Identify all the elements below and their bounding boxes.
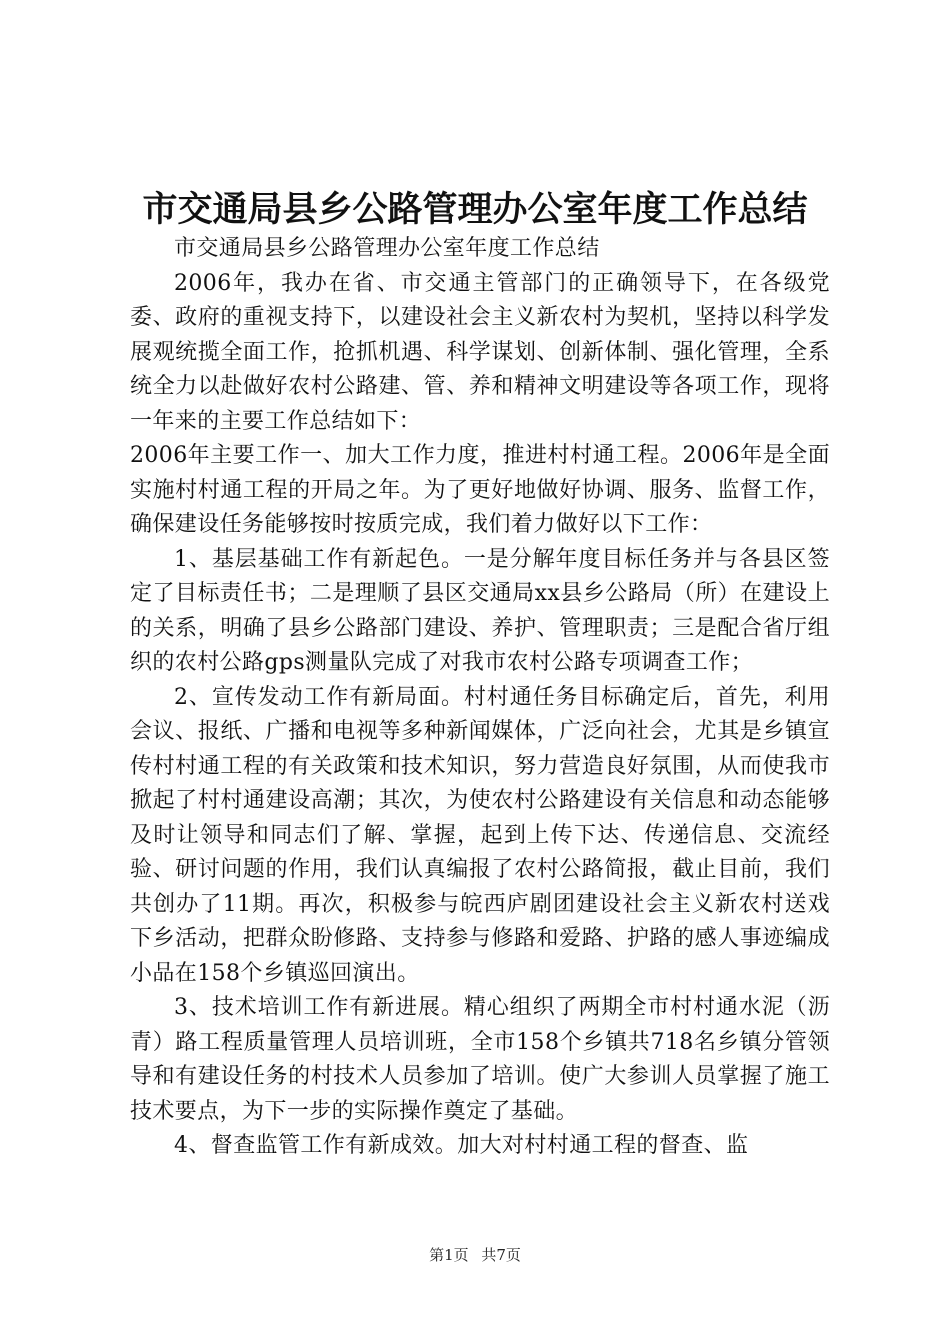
document-body bbox=[130, 232, 830, 1164]
paragraph-section-one: 2006年主要工作一、加大工作力度，推进村村通工程。2006年是全面实施村村通工程的开局之年。为了更好地做好协调、服务、监督工作，确保建设任务能够按时按质完成，我们着力做好以下工作： bbox=[130, 443, 830, 537]
paragraph-item-4: 4、督查监管工作有新成效。加大对村村通工程的督查、监 bbox=[174, 1133, 749, 1158]
paragraph-item-3: 3、技术培训工作有新进展。精心组织了两期全市村村通水泥（沥青）路工程质量管理人员培训班，全市158个乡镇共718名乡镇分管领导和有建设任务的村技术人员参加了培训。使广大参训人员掌握了施工技术要点，为下一步的实际操作奠定了基础。 bbox=[130, 995, 830, 1124]
paragraph-item-2: 2、宣传发动工作有新局面。村村通任务目标确定后，首先，利用会议、报纸、广播和电视等多种新闻媒体，广泛向社会，尤其是乡镇宣传村村通工程的有关政策和技术知识，努力营造良好氛围，从而使我市掀起了村村通建设高潮；其次，为使农村公路建设有关信息和动态能够及时让领导和同志们了解、掌握，起到上传下达、传递信息、交流经验、研讨问题的作用，我们认真编报了农村公路简报，截止目前，我们共创办了11期。再次，积极参与皖西庐剧团建设社会主义新农村送戏下乡活动，把群众盼修路、支持参与修路和爱路、护路的感人事迹编成小品在158个乡镇巡回演出。 bbox=[130, 684, 830, 986]
paragraph-subtitle: 市交通局县乡公路管理办公室年度工作总结 bbox=[174, 236, 600, 261]
paragraph-item-1: 1、基层基础工作有新起色。一是分解年度目标任务并与各县区签定了目标责任书；二是理顺了县区交通局xx县乡公路局（所）在建设上的关系，明确了县乡公路部门建设、养护、管理职责；三是配合省厅组织的农村公路gps测量队完成了对我市农村公路专项调查工作； bbox=[130, 546, 830, 675]
page-total: 共7页 bbox=[481, 1246, 521, 1264]
document-title: 市交通局县乡公路管理办公室年度工作总结 bbox=[142, 189, 808, 230]
page-number: 第1页 bbox=[429, 1246, 469, 1264]
paragraph-intro: 2006年，我办在省、市交通主管部门的正确领导下，在各级党委、政府的重视支持下，以建设社会主义新农村为契机，坚持以科学发展观统揽全面工作，抢抓机遇、科学谋划、创新体制、强化管理，全系统全力以赴做好农村公路建、管、养和精神文明建设等各项工作，现将一年来的主要工作总结如下： bbox=[130, 270, 830, 434]
page-footer bbox=[0, 1243, 950, 1267]
